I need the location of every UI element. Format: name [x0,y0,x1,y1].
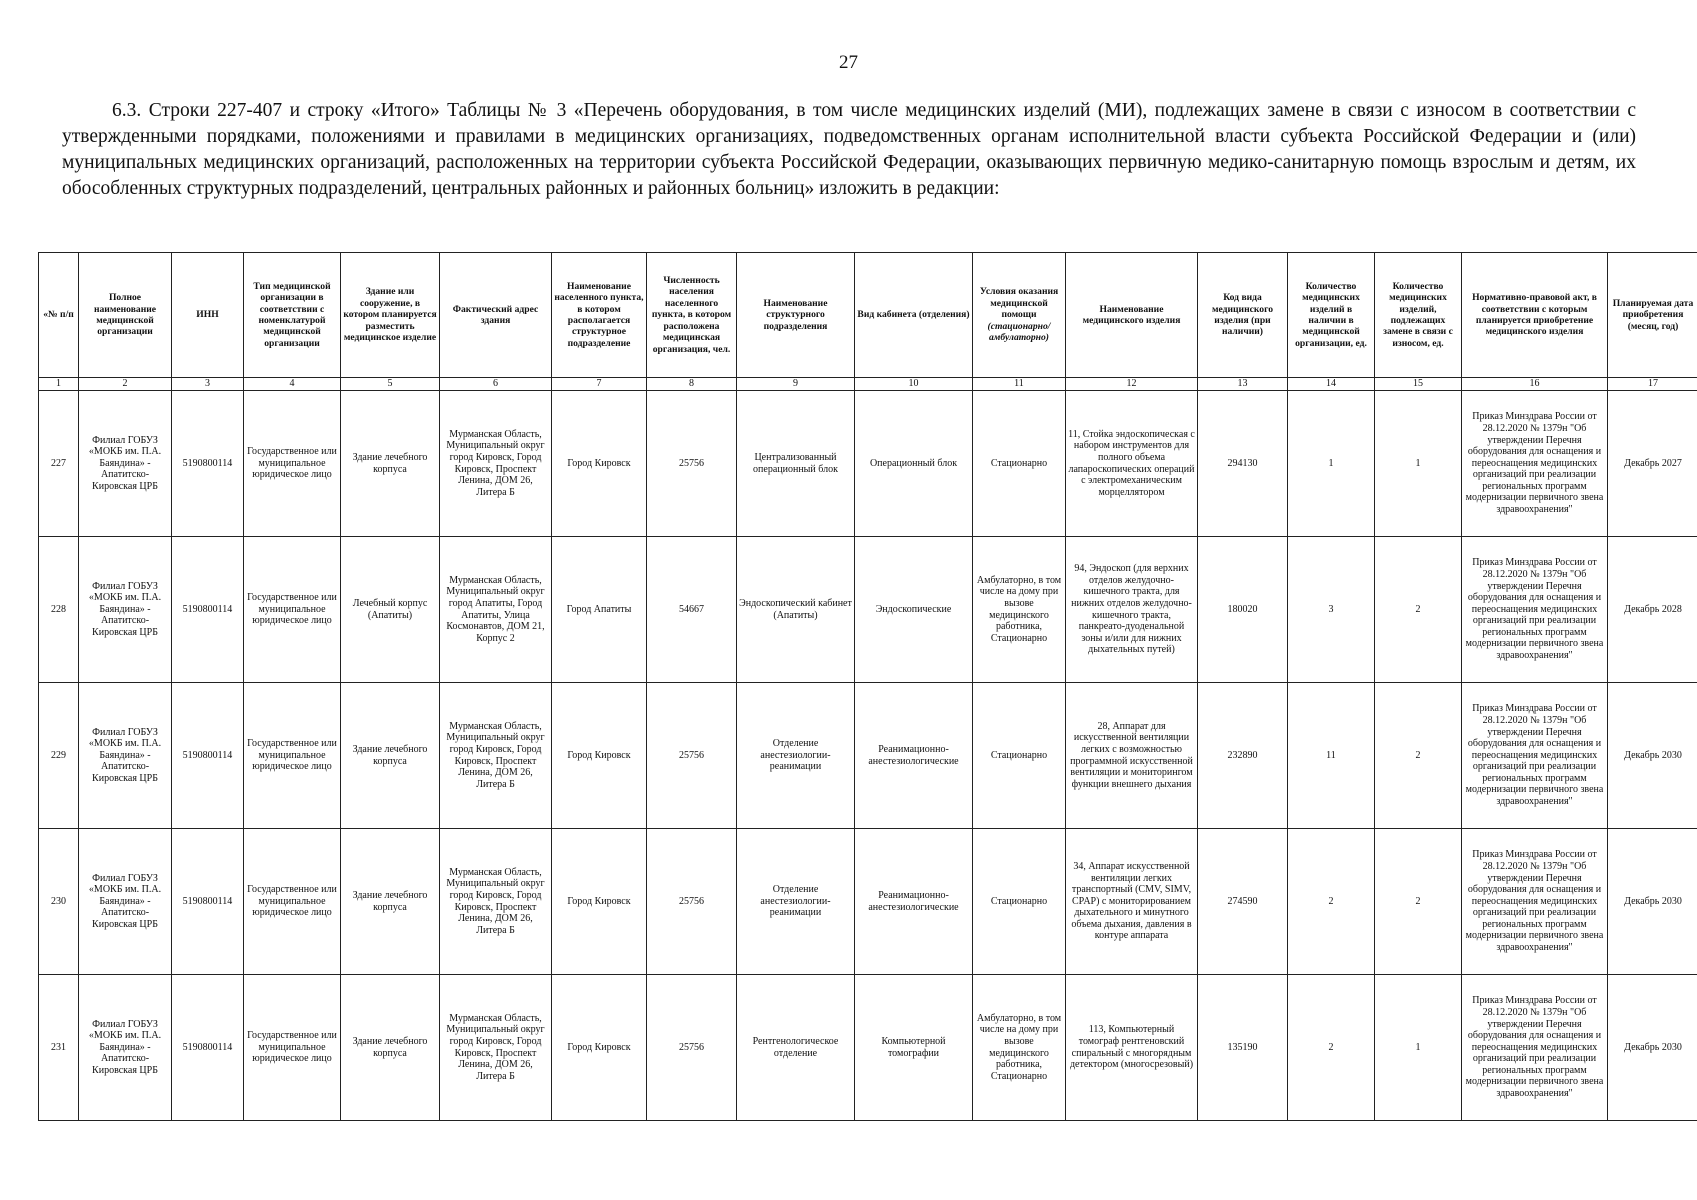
cell-unit: Централизованный операционный блок [737,391,855,537]
header-locality: Наименование населенного пункта, в котором располагается структурное подразделение [552,253,647,378]
header-building: Здание или сооружение, в котором планируется разместить медицинское изделие [341,253,440,378]
cell-qty-replace: 2 [1375,683,1462,829]
cell-qty-have: 3 [1288,537,1375,683]
cell-org-type: Государственное или муниципальное юридическое лицо [244,975,341,1121]
cell-locality: Город Апатиты [552,537,647,683]
cell-qty-have: 11 [1288,683,1375,829]
cell-building: Здание лечебного корпуса [341,829,440,975]
cell-org: Филиал ГОБУЗ «МОКБ им. П.А. Баяндина» - Апатитско-Кировская ЦРБ [79,829,172,975]
cell-org: Филиал ГОБУЗ «МОКБ им. П.А. Баяндина» - Апатитско-Кировская ЦРБ [79,537,172,683]
column-number: 12 [1066,378,1198,391]
cell-address: Мурманская Область, Муниципальный округ город Кировск, Город Кировск, Проспект Ленина, ДОМ 26, Литера Б [440,683,552,829]
column-number: 17 [1608,378,1697,391]
cell-code: 135190 [1198,975,1288,1121]
cell-population: 25756 [647,683,737,829]
cell-org-type: Государственное или муниципальное юридическое лицо [244,683,341,829]
page-number: 27 [839,52,858,73]
cell-num: 229 [39,683,79,829]
cell-conditions: Стационарно [973,391,1066,537]
header-num: «№ п/п [39,253,79,378]
cell-population: 25756 [647,829,737,975]
header-org: Полное наименование медицинской организации [79,253,172,378]
cell-qty-replace: 1 [1375,391,1462,537]
cell-unit: Рентгенологическое отделение [737,975,855,1121]
cell-inn: 5190800114 [172,683,244,829]
cell-qty-have: 1 [1288,391,1375,537]
cell-address: Мурманская Область, Муниципальный округ город Кировск, Город Кировск, Проспект Ленина, ДОМ 26, Литера Б [440,975,552,1121]
cell-inn: 5190800114 [172,829,244,975]
cell-code: 232890 [1198,683,1288,829]
intro-paragraph: 6.3. Строки 227-407 и строку «Итого» Таблицы № 3 «Перечень оборудования, в том числе медицинских изделий (МИ), подлежащих замене в связи с износом в соответствии с утвержденными порядками, положениями и правилами в медицинских организациях, подведомственных органам исполнительной власти субъекта Российской Федерации и (или) муниципальных медицинских организаций, расположенных на территории субъекта Российской Федерации, оказывающих первичную медико-санитарную помощь взрослым и детям, их обособленных структурных подразделений, центральных районных и районных больниц» изложить в редакции: [62,100,1636,199]
cell-address: Мурманская Область, Муниципальный округ город Кировск, Город Кировск, Проспект Ленина, ДОМ 26, Литера Б [440,391,552,537]
cell-act: Приказ Минздрава России от 28.12.2020 № 1379н "Об утверждении Перечня оборудования для оснащения и переоснащения медицинских организаций при реализации региональных программ модернизации первичного звена здравоохранения" [1462,829,1608,975]
header-code: Код вида медицинского изделия (при наличии) [1198,253,1288,378]
cell-date: Декабрь 2030 [1608,829,1697,975]
cell-act: Приказ Минздрава России от 28.12.2020 № 1379н "Об утверждении Перечня оборудования для оснащения и переоснащения медицинских организаций при реализации региональных программ модернизации первичного звена здравоохранения" [1462,391,1608,537]
cell-address: Мурманская Область, Муниципальный округ город Кировск, Город Кировск, Проспект Ленина, ДОМ 26, Литера Б [440,829,552,975]
table-row [39,537,1697,683]
column-number: 6 [440,378,552,391]
cell-locality: Город Кировск [552,683,647,829]
cell-qty-have: 2 [1288,829,1375,975]
header-address: Фактический адрес здания [440,253,552,378]
table-row [39,829,1697,975]
cell-act: Приказ Минздрава России от 28.12.2020 № 1379н "Об утверждении Перечня оборудования для оснащения и переоснащения медицинских организаций при реализации региональных программ модернизации первичного звена здравоохранения" [1462,975,1608,1121]
header-population: Численность населения населенного пункта, в котором расположена медицинская организация, чел. [647,253,737,378]
cell-device: 28, Аппарат для искусственной вентиляции легких с возможностью программной искусственной вентиляции и мониторингом функции внешнего дыхания [1066,683,1198,829]
header-conditions-italic: (стационарно/ амбулаторно) [987,320,1051,344]
cell-qty-have: 2 [1288,975,1375,1121]
cell-unit: Отделение анестезиологии-реанимации [737,829,855,975]
cell-cabinet: Реанимационно-анестезиологические [855,683,973,829]
cell-org: Филиал ГОБУЗ «МОКБ им. П.А. Баяндина» - Апатитско-Кировская ЦРБ [79,391,172,537]
cell-org: Филиал ГОБУЗ «МОКБ им. П.А. Баяндина» - Апатитско-Кировская ЦРБ [79,683,172,829]
header-cabinet: Вид кабинета (отделения) [855,253,973,378]
header-qty-replace: Количество медицинских изделий, подлежащих замене в связи с износом, ед. [1375,253,1462,378]
cell-conditions: Амбулаторно, в том числе на дому при вызове медицинского работника, Стационарно [973,537,1066,683]
cell-device: 34, Аппарат искусственной вентиляции легких транспортный (CMV, SIMV, CPAP) с мониторированием дыхательного и минутного объема дыхания, давления в контуре аппарата [1066,829,1198,975]
column-number: 5 [341,378,440,391]
header-conditions [973,253,1066,378]
cell-date: Декабрь 2030 [1608,683,1697,829]
cell-inn: 5190800114 [172,391,244,537]
header-qty-have: Количество медицинских изделий в наличии в медицинской организации, ед. [1288,253,1375,378]
cell-building: Лечебный корпус (Апатиты) [341,537,440,683]
cell-building: Здание лечебного корпуса [341,975,440,1121]
header-device: Наименование медицинского изделия [1066,253,1198,378]
cell-num: 231 [39,975,79,1121]
cell-cabinet: Эндоскопические [855,537,973,683]
header-inn: ИНН [172,253,244,378]
column-number: 1 [39,378,79,391]
column-number: 10 [855,378,973,391]
cell-device: 113, Компьютерный томограф рентгеновский спиральный с многорядным детектором (многосрезовый) [1066,975,1198,1121]
header-act: Нормативно-правовой акт, в соответствии с которым планируется приобретение медицинского изделия [1462,253,1608,378]
column-number: 16 [1462,378,1608,391]
column-number: 13 [1198,378,1288,391]
cell-population: 25756 [647,975,737,1121]
equipment-table [38,252,1697,1121]
cell-address: Мурманская Область, Муниципальный округ город Апатиты, Город Апатиты, Улица Космонавтов, ДОМ 21, Корпус 2 [440,537,552,683]
table-row [39,391,1697,537]
cell-code: 274590 [1198,829,1288,975]
cell-device: 94, Эндоскоп (для верхних отделов желудочно- кишечного тракта, для нижних отделов желудочно-кишечного тракта, панкреато-дуоденальной зоны и/или для нижних дыхательных путей) [1066,537,1198,683]
column-number: 7 [552,378,647,391]
cell-org: Филиал ГОБУЗ «МОКБ им. П.А. Баяндина» - Апатитско-Кировская ЦРБ [79,975,172,1121]
column-number: 3 [172,378,244,391]
table-row [39,683,1697,829]
cell-conditions: Амбулаторно, в том числе на дому при вызове медицинского работника, Стационарно [973,975,1066,1121]
cell-cabinet: Реанимационно-анестезиологические [855,829,973,975]
cell-unit: Эндоскопический кабинет (Апатиты) [737,537,855,683]
cell-date: Декабрь 2030 [1608,975,1697,1121]
column-number: 8 [647,378,737,391]
header-row [39,253,1697,378]
column-number: 14 [1288,378,1375,391]
cell-population: 54667 [647,537,737,683]
cell-code: 294130 [1198,391,1288,537]
cell-act: Приказ Минздрава России от 28.12.2020 № 1379н "Об утверждении Перечня оборудования для оснащения и переоснащения медицинских организаций при реализации региональных программ модернизации первичного звена здравоохранения" [1462,683,1608,829]
column-numbers-row [39,378,1697,391]
cell-org-type: Государственное или муниципальное юридическое лицо [244,537,341,683]
cell-locality: Город Кировск [552,391,647,537]
cell-conditions: Стационарно [973,829,1066,975]
cell-unit: Отделение анестезиологии-реанимации [737,683,855,829]
column-number: 15 [1375,378,1462,391]
cell-qty-replace: 2 [1375,537,1462,683]
cell-date: Декабрь 2027 [1608,391,1697,537]
cell-num: 228 [39,537,79,683]
cell-qty-replace: 2 [1375,829,1462,975]
cell-date: Декабрь 2028 [1608,537,1697,683]
cell-locality: Город Кировск [552,829,647,975]
header-unit: Наименование структурного подразделения [737,253,855,378]
cell-inn: 5190800114 [172,975,244,1121]
column-number: 4 [244,378,341,391]
cell-inn: 5190800114 [172,537,244,683]
column-number: 2 [79,378,172,391]
cell-qty-replace: 1 [1375,975,1462,1121]
cell-building: Здание лечебного корпуса [341,683,440,829]
cell-org-type: Государственное или муниципальное юридическое лицо [244,829,341,975]
column-number: 9 [737,378,855,391]
cell-cabinet: Компьютерной томографии [855,975,973,1121]
cell-population: 25756 [647,391,737,537]
cell-conditions: Стационарно [973,683,1066,829]
cell-cabinet: Операционный блок [855,391,973,537]
cell-num: 230 [39,829,79,975]
header-org-type: Тип медицинской организации в соответствии с номенклатурой медицинской организации [244,253,341,378]
cell-locality: Город Кировск [552,975,647,1121]
cell-num: 227 [39,391,79,537]
table-row [39,975,1697,1121]
cell-code: 180020 [1198,537,1288,683]
header-conditions-main: Условия оказания медицинской помощи [979,286,1059,321]
cell-building: Здание лечебного корпуса [341,391,440,537]
column-number: 11 [973,378,1066,391]
header-date: Планируемая дата приобретения (месяц, год) [1608,253,1697,378]
cell-device: 11, Стойка эндоскопическая с набором инструментов для полного объема лапароскопических операций с электромеханическим морцеллятором [1066,391,1198,537]
cell-org-type: Государственное или муниципальное юридическое лицо [244,391,341,537]
cell-act: Приказ Минздрава России от 28.12.2020 № 1379н "Об утверждении Перечня оборудования для оснащения и переоснащения медицинских организаций при реализации региональных программ модернизации первичного звена здравоохранения" [1462,537,1608,683]
